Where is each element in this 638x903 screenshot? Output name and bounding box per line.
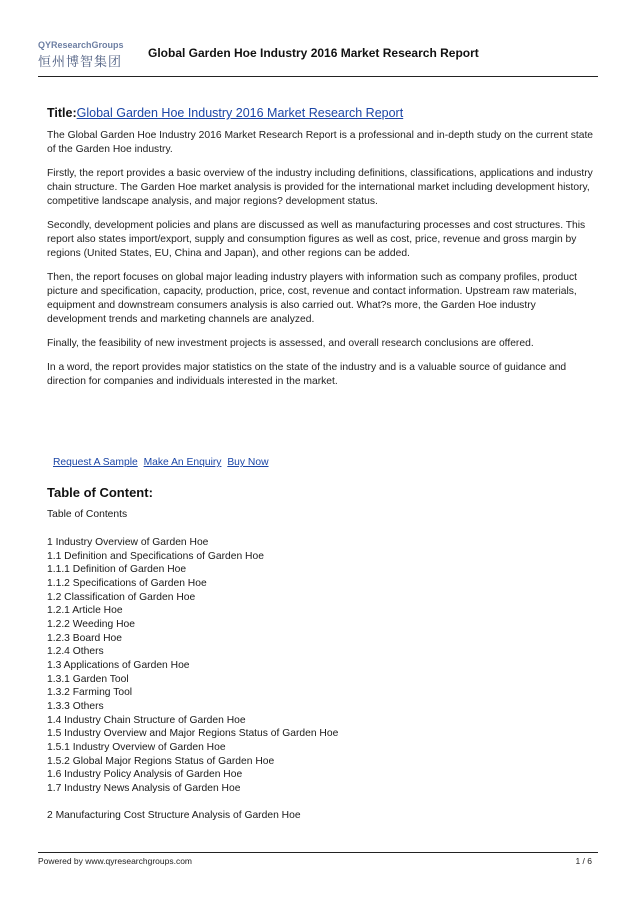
report-title-line bbox=[47, 106, 595, 120]
toc-item: 1.3.2 Farming Tool bbox=[47, 687, 133, 699]
powered-by-text: Powered by www.qyresearchgroups.com bbox=[38, 856, 193, 866]
toc-item: 1.2.1 Article Hoe bbox=[47, 605, 123, 617]
toc-list bbox=[47, 536, 338, 823]
request-sample-link[interactable]: Request A Sample bbox=[53, 457, 138, 468]
paragraph-firstly: Firstly, the report provides a basic overview of the industry including definitions, classifications, applications and industry chain structure. The Garden Hoe market analysis is provided for the international market including development history, competitive landscape analysis, and major regions? development status. bbox=[47, 167, 593, 208]
toc-item: 1.5.2 Global Major Regions Status of Garden Hoe bbox=[47, 755, 275, 767]
page-footer bbox=[38, 852, 598, 866]
make-enquiry-link[interactable]: Make An Enquiry bbox=[143, 457, 222, 468]
buy-now-link[interactable]: Buy Now bbox=[227, 457, 269, 468]
toc-item: 1.3.3 Others bbox=[47, 700, 104, 712]
toc-item: 1.5.1 Industry Overview of Garden Hoe bbox=[47, 741, 226, 753]
paragraph-intro: The Global Garden Hoe Industry 2016 Market Research Report is a professional and in-depth study on the current state of the Garden Hoe industry. bbox=[47, 130, 594, 156]
logo-chinese-name: 恒州博智集团 bbox=[38, 55, 123, 70]
toc-item: 1.2.2 Weeding Hoe bbox=[47, 618, 135, 630]
toc-item: 1.4 Industry Chain Structure of Garden Hoe bbox=[47, 714, 246, 726]
header-title: Global Garden Hoe Industry 2016 Market Research Report bbox=[148, 46, 479, 60]
toc-item: 1.2.4 Others bbox=[47, 646, 104, 658]
logo-wordmark: QYResearchGroups bbox=[38, 40, 124, 50]
page-header bbox=[38, 36, 598, 77]
report-content bbox=[47, 106, 595, 398]
company-logo bbox=[38, 40, 140, 72]
toc-subheading: Table of Contents bbox=[47, 509, 128, 520]
report-title-link[interactable]: Global Garden Hoe Industry 2016 Market Research Report bbox=[76, 106, 404, 120]
toc-item: 1.7 Industry News Analysis of Garden Hoe bbox=[47, 782, 241, 794]
toc-item: 1.2.3 Board Hoe bbox=[47, 632, 122, 644]
paragraph-finally: Finally, the feasibility of new investment projects is assessed, and overall research conclusions are offered. bbox=[47, 338, 534, 349]
title-label: Title: bbox=[47, 106, 77, 120]
action-links bbox=[53, 457, 272, 468]
toc-item: 1.3 Applications of Garden Hoe bbox=[47, 659, 190, 671]
toc-item: 1.5 Industry Overview and Major Regions Status of Garden Hoe bbox=[47, 728, 339, 740]
toc-item: 1.1 Definition and Specifications of Garden Hoe bbox=[47, 550, 264, 562]
page-number: 1 / 6 bbox=[575, 856, 592, 866]
paragraph-then: Then, the report focuses on global major leading industry players with information such as company profiles, product picture and specification, capacity, production, price, cost, revenue and contact information. Upstream raw materials, equipment and downstream consumers analysis is also carried out. What?s more, the Garden Hoe industry development trends and marketing channels are analyzed. bbox=[47, 271, 577, 326]
toc-item: 1 Industry Overview of Garden Hoe bbox=[47, 537, 209, 548]
toc-item: 2 Manufacturing Cost Structure Analysis of Garden Hoe bbox=[47, 810, 301, 822]
paragraph-summary: In a word, the report provides major statistics on the state of the industry and is a valuable source of guidance and direction for companies and individuals interested in the market. bbox=[47, 361, 567, 387]
paragraph-secondly: Secondly, development policies and plans are discussed as well as manufacturing processes and cost structures. This report also states import/export, supply and consumption figures as well as cost, price, revenue and gross margin by regions (United States, EU, China and Japan), and other regions can be added. bbox=[47, 219, 586, 260]
toc-item: 1.1.1 Definition of Garden Hoe bbox=[47, 564, 187, 576]
toc-item: 1.1.2 Specifications of Garden Hoe bbox=[47, 577, 207, 589]
toc-item: 1.6 Industry Policy Analysis of Garden Hoe bbox=[47, 769, 243, 781]
toc-item: 1.3.1 Garden Tool bbox=[47, 673, 129, 685]
toc-heading: Table of Content: bbox=[47, 485, 153, 500]
toc-item: 1.2 Classification of Garden Hoe bbox=[47, 591, 196, 603]
